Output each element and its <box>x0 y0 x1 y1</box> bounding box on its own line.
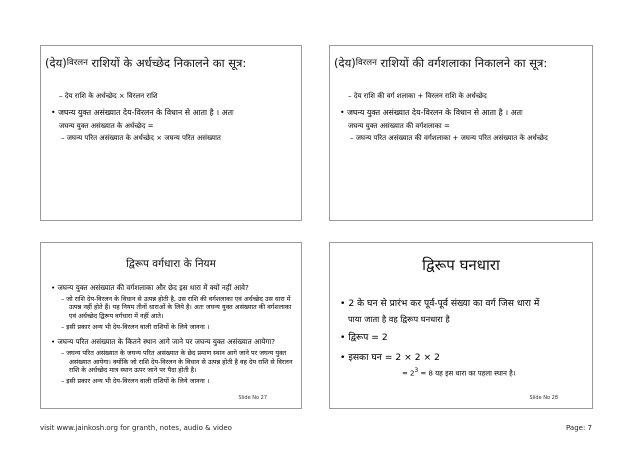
slide-body <box>49 277 293 387</box>
slide-dvirup-ghandhara <box>329 242 593 409</box>
slide-vargshalaka-formula <box>329 45 593 221</box>
slide-title: द्विरूप वर्गधारा के नियम <box>126 258 216 270</box>
sub-point: – इसी प्रकार अन्य भी देय-विरलन वाली राशियों के लिये जानना । <box>49 323 293 332</box>
bullet-line: • जघन्य युक्त असंख्यात देय-विरलन के विधान से आता है । अतः <box>338 107 584 118</box>
formula-line: – देय राशि के अर्धच्छेद × विरलन राशि <box>49 91 293 101</box>
bullet-continuation: जघन्य युक्त असंख्यात के अर्धच्छेद = <box>59 121 154 130</box>
sub-point: – इसी प्रकार अन्य भी देय-विरलन वाली राशियों के लिये जानना । <box>49 377 293 386</box>
sub-point: – जघन्य परित असंख्यात की वर्गशलाका + जघन्य परित असंख्यात के अर्धच्छेद <box>338 133 584 143</box>
sub-point: – जो राशि देय-विरलन के विधान से उत्पन्न होती है, उस राशि की वर्गशलाका एवं अर्धच्छेद उस धारा में उत्पन्न नहीं होते हैं। यह नियम तीनों धाराओं के लिये है। अतः जघन्य युक्त असंख्यात की वर्गशलाका एवं अर्धच्छेद द्विरूप वर्गधारा में नहीं आते। <box>49 295 293 321</box>
slide-number: Slide No 27 <box>238 395 267 401</box>
bullet-line: • इसका घन = 2 × 2 × 2 <box>338 351 584 365</box>
bullet-line: • 2 के घन से प्रारंभ कर पूर्व-पूर्व संख्या का वर्ग जिस धारा में <box>338 297 584 311</box>
slide-dvirup-vargdhara-rules <box>40 242 302 409</box>
bullet-line: • द्विरूप = 2 <box>338 331 584 345</box>
bullet-question: • जघन्य युक्त असंख्यात की वर्गशलाका और छेद इस धारा में क्यों नहीं आवे? <box>49 283 293 293</box>
slide-number: Slide No 28 <box>529 395 558 401</box>
slide-title: द्विरूप घनधारा <box>422 256 500 274</box>
bullet-question: • जघन्य परित असंख्यात के कितने स्थान आगे जाने पर जघन्य युक्त असंख्यात आयेगा? <box>49 337 293 347</box>
sub-point: – जघन्य परित असंख्यात के अर्धच्छेद × जघन्य परित असंख्यात <box>49 133 293 143</box>
sub-point: – जघन्य परित असंख्यात के जघन्य परित असंख्यात के छेद प्रमाण स्थान आगे जाने पर जघन्य युक्त असंख्यात आयेगा। क्योंकि जो राशि देय-विरलन के विधान से उत्पन्न होती है वह देय राशि से विरलन राशि के अर्धच्छेद मात्र स्थान ऊपर जाने पर पैदा होती है। <box>49 349 293 375</box>
slide-body <box>338 90 584 145</box>
slide-body <box>338 291 584 378</box>
formula-line: – देय राशि की वर्ग शलाका + विरलन राशि के अर्धच्छेद <box>338 91 584 101</box>
bullet-line: • जघन्य युक्त असंख्यात देय-विरलन के विधान से आता है । अतः <box>49 107 293 118</box>
cube-result: = $2^3 = 8$ यह इस धारा का पहला स्थान है। <box>402 367 516 377</box>
slide-ardhachhed-formula <box>40 45 302 221</box>
footer-page-number: Page: 7 <box>566 424 592 432</box>
footer-website-note: visit www.jainkosh.org for granth, notes, audio & video <box>40 424 232 432</box>
slide-body <box>49 90 293 145</box>
bullet-continuation: जघन्य युक्त असंख्यात की वर्गशलाका = <box>348 121 450 130</box>
bullet-continuation: पाया जाता है वह द्विरूप घनधारा है <box>348 313 450 324</box>
slide-title: (देय)$^{विरलन}$ राशियों के अर्धच्छेद निकालने का सूत्र: <box>45 56 247 70</box>
slide-title: (देय)$^{विरलन}$ राशियों की वर्गशलाका निकालने का सूत्र: <box>334 56 548 70</box>
